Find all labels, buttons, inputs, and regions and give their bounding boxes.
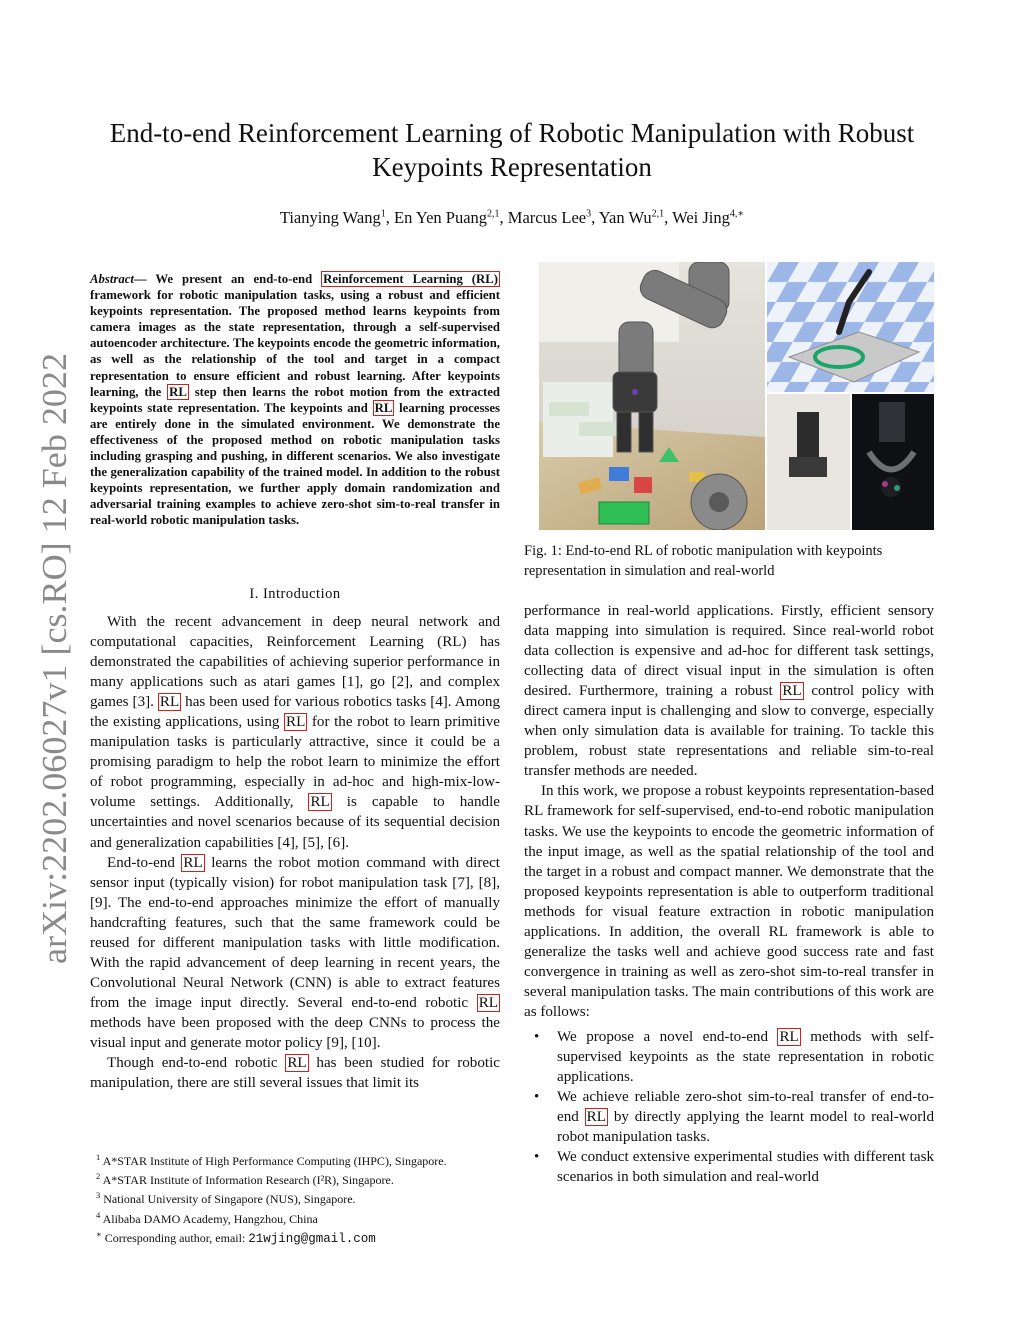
rl-link[interactable]: RL [374, 400, 393, 415]
rl-link[interactable]: RL [478, 994, 498, 1011]
paragraph-text: is capable to handle uncertainties and novel scenarios because of its sequential decision and generalization capabilities [4], [5], [6]. [90, 794, 500, 851]
author-name: Marcus Lee [507, 208, 587, 227]
paragraph [90, 853, 500, 1053]
contribution-list [524, 1027, 934, 1187]
paragraph [90, 1053, 500, 1093]
footnote [90, 1169, 510, 1188]
list-item [524, 1027, 934, 1087]
intro-text [90, 612, 500, 1093]
list-item-text: by directly applying the learnt model to real-world robot manipulation tasks. [557, 1109, 934, 1146]
rl-link[interactable]: RL [169, 384, 187, 399]
footnote [90, 1227, 510, 1247]
bullet-icon: • [534, 1149, 540, 1166]
paragraph-text: methods have been proposed with the deep CNNs to process the visual input and generate motor policy [9], [10]. [90, 1014, 500, 1051]
author-list [60, 208, 964, 228]
abstract-text: step then learns the robot motion from the extracted keypoints state representation. The keypoints and [90, 384, 500, 415]
author-separator: , [591, 208, 599, 227]
footnote-mark: ∗ [96, 1228, 102, 1239]
paragraph [90, 612, 500, 853]
bullet-icon: • [534, 1028, 540, 1045]
list-item [524, 1147, 934, 1187]
abstract [90, 271, 500, 529]
rl-link[interactable]: RL [782, 683, 802, 700]
author-separator: , [499, 208, 508, 227]
email-address[interactable]: 21wjing@gmail.com [248, 1231, 376, 1246]
footnotes [90, 1150, 510, 1247]
figure-image [539, 262, 934, 530]
abstract-text: We present an end-to-end [155, 272, 322, 286]
author-affiliation: 2,1 [487, 208, 500, 220]
list-item [524, 1087, 934, 1147]
abstract-dash: — [133, 272, 156, 286]
paragraph-text: With the recent advancement in deep neural network and computational capacities, Reinforcement Learning (RL) has demonstrated the capabilities of achieving superior performance in many applications such as atari games [1], go [2], and complex games [3]. [90, 614, 500, 711]
author-name: Yan Wu [598, 208, 652, 227]
rl-link[interactable]: RL [286, 714, 306, 731]
paragraph-text: control policy with direct camera input is challenging and slow to converge, especially when only simulation data is available for training. To tackle this problem, robust state representations and reliable sim-to-real transfer methods are needed. [524, 683, 935, 780]
footnote-mark: 3 [96, 1190, 101, 1201]
author-name: Wei Jing [672, 208, 730, 227]
author-separator: , [385, 208, 394, 227]
author-affiliation: 3 [586, 208, 592, 220]
abstract-text: learning processes are entirely done in the simulated environment. We demonstrate the effectiveness of the proposed method on robotic manipulation tasks including grasping and pushing, in different scenarios. We also investigate the generalization capability of the trained model. In addition to the robust keypoints representation, we further apply domain randomization and adversarial training examples to achieve zero-shot sim-to-real transfer in real-world robotic manipulation tasks. [90, 400, 501, 528]
author-affiliation: 1 [380, 208, 386, 220]
rl-link[interactable]: RL [779, 1028, 799, 1045]
figure-caption: Fig. 1: End-to-end RL of robotic manipulation with keypoints representation in simulation and real-world [524, 543, 883, 579]
list-item-text: We propose a novel end-to-end [557, 1028, 778, 1045]
footnote-text: A*STAR Institute of High Performance Computing (IHPC), Singapore. [102, 1154, 447, 1168]
author-affiliation: 4,∗ [729, 208, 745, 220]
list-item-text: methods with self-supervised keypoints as the state representation in robotic applications. [557, 1028, 934, 1086]
arxiv-identifier [26, 351, 78, 966]
paragraph-text: has been studied for robotic manipulation, there are still several issues that limit its [90, 1055, 500, 1092]
rl-link[interactable]: RL [310, 794, 330, 811]
footnote-text: National University of Singapore (NUS), Singapore. [103, 1192, 356, 1207]
arxiv-text: arXiv:2202.06027v1 [cs.RO] 12 Feb 2022 [35, 370, 74, 964]
rl-link[interactable]: Reinforcement Learning (RL) [323, 272, 498, 286]
rl-link[interactable]: RL [159, 694, 180, 711]
rl-link[interactable]: RL [287, 1055, 307, 1072]
robot-figure-illustration [539, 262, 934, 530]
paragraph-text: End-to-end [107, 854, 182, 871]
list-item-text: We achieve reliable zero-shot sim-to-real transfer of end-to-end [557, 1089, 934, 1126]
footnote-mark: 4 [96, 1209, 101, 1220]
paragraph [524, 601, 934, 781]
paragraph-text: for the robot to learn primitive manipulation tasks is particularly attractive, since it could be a promising paradigm to help the robot learn to minimize the effort of robot programming, especially in ad-hoc and high-mix-low-volume settings. Additionally, [90, 714, 500, 811]
footnote-text: Alibaba DAMO Academy, Hangzhou, China [102, 1211, 318, 1226]
rl-link[interactable]: RL [586, 1109, 606, 1126]
footnote-text: Corresponding author, email: [104, 1230, 249, 1245]
footnote-mark: 2 [96, 1171, 101, 1182]
footnote [90, 1188, 510, 1207]
footnote [90, 1208, 510, 1227]
bullet-icon: • [534, 1089, 540, 1106]
paragraph: In this work, we propose a robust keypoints representation-based RL framework for self-supervised, end-to-end robotic manipulation tasks. We use the keypoints to encode the geometric information of the input image, as well as the spatial relationship of the tool and the target in a robust and compact manner. We demonstrate that the proposed keypoints representation is able to outperform traditional methods for visual feature extraction in robotic manipulation applications. In addition, the overall RL framework is able to generalize the tasks well and achieve good success rate and fast convergence in training as well as zero-shot sim-to-real transfer in several manipulation tasks. The main contributions of this work are as follows: [524, 783, 934, 1020]
footnote [90, 1150, 510, 1169]
author-name: Tianying Wang [279, 208, 381, 227]
footnote-mark: 1 [96, 1152, 101, 1162]
abstract-label: Abstract [90, 272, 134, 286]
paragraph-text: Though end-to-end robotic [107, 1055, 286, 1072]
author-name: En Yen Puang [393, 208, 488, 227]
abstract-text: framework for robotic manipulation tasks, using a robust and efficient keypoints representation. The proposed method learns keypoints from camera images as the state representation, through a self-supervised autoencoder architecture. The keypoints encode the geometric information, as well as the relationship of the tool and target in a compact representation to ensure efficient and robust learning. After keypoints learning, the [90, 288, 500, 399]
rl-link[interactable]: RL [183, 854, 203, 871]
section-heading: I. Introduction [249, 586, 341, 602]
paragraph-text: performance in real-world applications. Firstly, efficient sensory data mapping into simulation is required. Since real-world robot data collection is expensive and ad-hoc for different task settings, collecting data of direct visual input in the simulation is often desired. Furthermore, training a robust [524, 603, 934, 700]
paragraph-text: learns the robot motion command with direct sensor input (typically vision) for robot manipulation task [7], [8], [9]. The end-to-end approaches minimize the effort of manually handcrafting features, such that the same framework could be reused for different manipulation tasks with little modification. With the rapid advancement of deep learning in recent years, the Convolutional Neural Network (CNN) is able to extract features from the image input directly. Several end-to-end robotic [90, 854, 500, 1011]
author-separator: , [664, 208, 673, 227]
list-item-text: We conduct extensive experimental studies with different task scenarios in both simulation and real-world [557, 1149, 934, 1186]
paragraph-text: has been used for various robotics tasks [4]. Among the existing applications, using [90, 694, 500, 731]
paper-title: End-to-end Reinforcement Learning of Robotic Manipulation with Robust Keypoints Representation [109, 118, 915, 182]
author-affiliation: 2,1 [651, 208, 665, 220]
footnote-text: A*STAR Institute of Information Research (I²R), Singapore. [102, 1173, 394, 1188]
right-column-text [524, 601, 934, 1187]
